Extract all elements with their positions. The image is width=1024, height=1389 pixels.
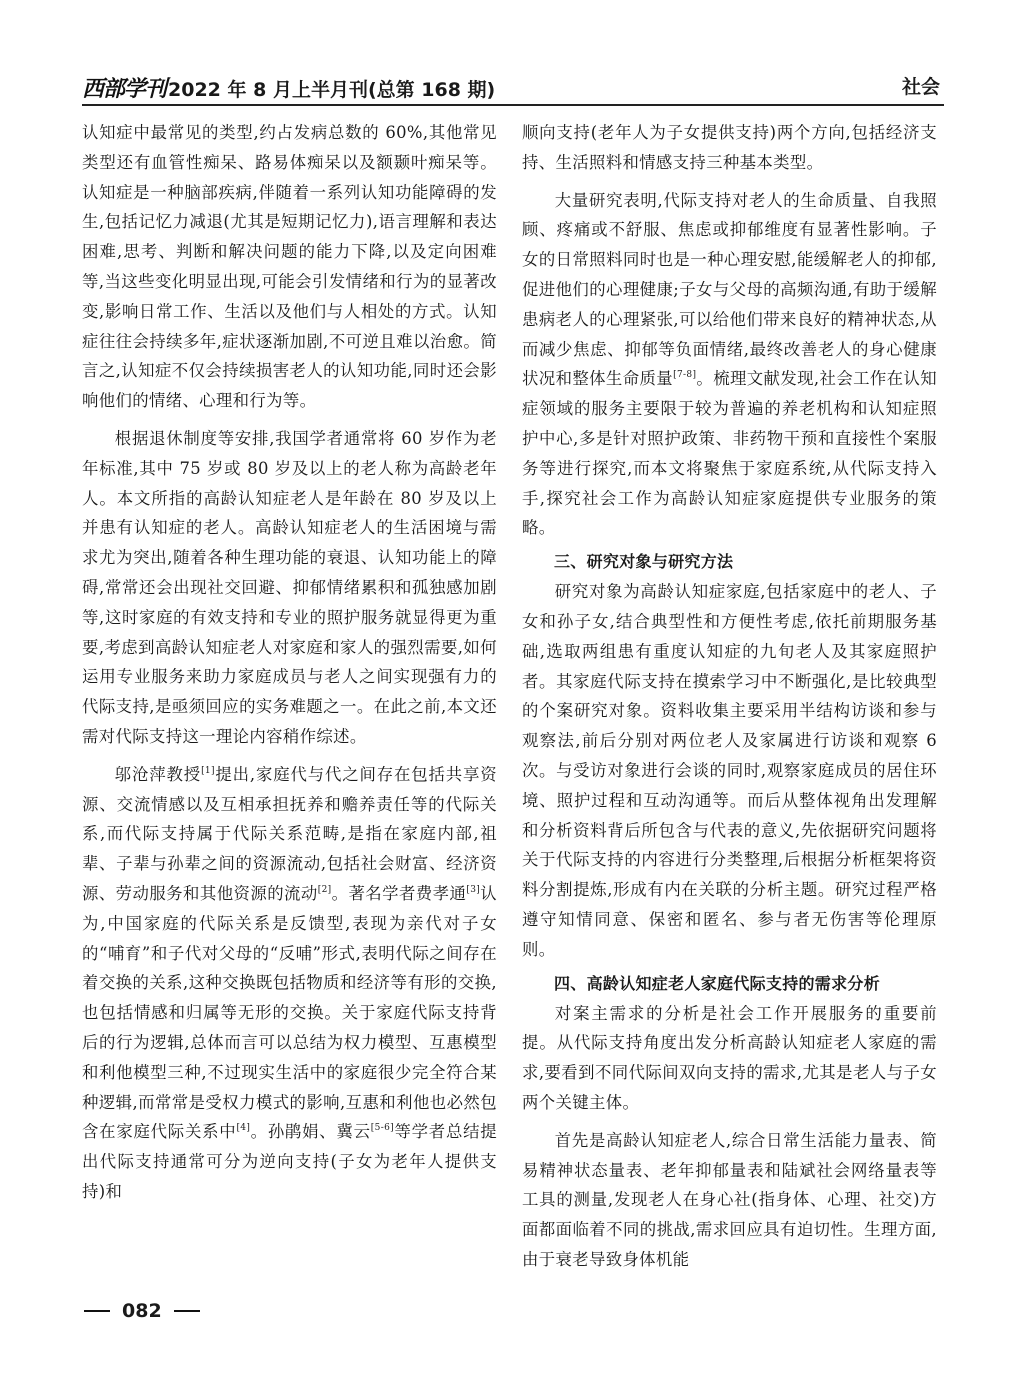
body-paragraph: 认知症中最常见的类型,约占发病总数的 60%,其他常见类型还有血管性痴呆、路易体痴呆以及额颞叶痴呆等。认知症是一种脑部疾病,伴随着一系列认知功能障碍的发生,包括记忆力减退(尤其是短期记忆力),语言理解和表达困难,思考、判断和解决问题的能力下降,以及定向困难等,当这些变化明显出现,可能会引发情绪和行为的显著改变,影响日常工作、生活以及他们与人相处的方式。认知症往往会持续多年,症状逐渐加剧,不可逆且难以治愈。简言之,认知症不仅会持续损害老人的认知功能,同时还会影响他们的情绪、心理和行为等。 (82, 123, 497, 411)
page-header (82, 68, 944, 106)
citation-ref: [2] (317, 884, 332, 895)
right-column (522, 118, 937, 1275)
journal-logo: 西部学刊 (82, 76, 167, 102)
citation-ref: [5-6] (370, 1123, 395, 1134)
page-footer (84, 1300, 200, 1322)
section-heading: 三、研究对象与研究方法 (554, 552, 734, 572)
body-paragraph: 首先是高龄认知症老人,综合日常生活能力量表、简易精神状态量表、老年抑郁量表和陆斌社会网络量表等工具的测量,发现老人在身心社(指身体、心理、社交)方面都面临着不同的挑战,需求回应具有迫切性。生理方面,由于衰老导致身体机能 (522, 1130, 937, 1269)
section-label: 社会 (901, 76, 940, 98)
page-number: 082 (122, 1300, 162, 1322)
issue-label: 2022 年 8 月上半月刊(总第 168 期) (168, 79, 496, 101)
footer-dash-left (84, 1310, 110, 1312)
body-paragraph: 邬沧萍教授[1]提出,家庭代与代之间存在包括共享资源、交流情感以及互相承担抚养和赡养责任等的代际关系,而代际支持属于代际关系范畴,是指在家庭内部,祖辈、子辈与孙辈之间的资源流动,包括社会财富、经济资源、劳动服务和其他资源的流动[2]。著名学者费孝通[3]认为,中国家庭的代际关系是反馈型,表现为亲代对子女的“哺育”和子代对父母的“反哺”形式,表明代际之间存在着交换的关系,这种交换既包括物质和经济等有形的交换,也包括情感和归属等无形的交换。关于家庭代际支持背后的行为逻辑,总体而言可以总结为权力模型、互惠模型和利他模型三种,不过现实生活中的家庭很少完全符合某种逻辑,而常常是受权力模式的影响,互惠和利他也必然包含在家庭代际关系中[4]。孙鹃娟、冀云[5-6]等学者总结提出代际支持通常可分为逆向支持(子女为老年人提供支持)和 (82, 764, 497, 1201)
section-heading: 四、高龄认知症老人家庭代际支持的需求分析 (554, 973, 881, 993)
citation-ref: [1] (201, 765, 215, 776)
footer-dash-right (174, 1310, 200, 1312)
left-column (82, 118, 497, 1207)
citation-ref: [4] (236, 1123, 251, 1134)
journal-info (82, 72, 495, 103)
body-paragraph: 研究对象为高龄认知症家庭,包括家庭中的老人、子女和孙子女,结合典型性和方便性考虑,依托前期服务基础,选取两组患有重度认知症的九旬老人及其家庭照护者。其家庭代际支持在摸索学习中不断强化,是比较典型的个案研究对象。资料收集主要采用半结构访谈和参与观察法,前后分别对两位老人及家属进行访谈和观察 6 次。与受访对象进行会谈的同时,观察家庭成员的居住环境、照护过程和互动沟通等。而后从整体视角出发理解和分析资料背后所包含与代表的意义,先依据研究问题将关于代际支持的内容进行分类整理,后根据分析框架将资料分割提炼,形成有内在关联的分析主题。研究过程严格遵守知情同意、保密和匿名、参与者无伤害等伦理原则。 (522, 582, 937, 959)
body-paragraph: 顺向支持(老年人为子女提供支持)两个方向,包括经济支持、生活照料和情感支持三种基本类型。 (522, 123, 937, 172)
body-paragraph: 大量研究表明,代际支持对老人的生命质量、自我照顾、疼痛或不舒服、焦虑或抑郁维度有显著性影响。子女的日常照料同时也是一种心理安慰,能缓解老人的抑郁,促进他们的心理健康;子女与父母的高频沟通,有助于缓解患病老人的心理紧张,可以给他们带来良好的精神状态,从而减少焦虑、抑郁等负面情绪,最终改善老人的身心健康状况和整体生命质量[7-8]。梳理文献发现,社会工作在认知症领域的服务主要限于较为普遍的养老机构和认知症照护中心,多是针对照护政策、非药物干预和直接性个案服务等进行探究,而本文将聚焦于家庭系统,从代际支持入手,探究社会工作为高龄认知症家庭提供专业服务的策略。 (522, 190, 937, 538)
citation-ref: [3] (466, 884, 481, 895)
body-paragraph: 对案主需求的分析是社会工作开展服务的重要前提。从代际支持角度出发分析高龄认知症老人家庭的需求,要看到不同代际间双向支持的需求,尤其是老人与子女两个关键主体。 (522, 1003, 937, 1112)
citation-ref: [7-8] (673, 370, 697, 381)
body-paragraph: 根据退休制度等安排,我国学者通常将 60 岁作为老年标准,其中 75 岁或 80 岁及以上的老人称为高龄老年人。本文所指的高龄认知症老人是年龄在 80 岁及以上并患有认知症的老人。高龄认知症老人的生活困境与需求尤为突出,随着各种生理功能的衰退、认知功能上的障碍,常常还会出现社交回避、抑郁情绪累积和孤独感加剧等,这时家庭的有效支持和专业的照护服务就显得更为重要,考虑到高龄认知症老人对家庭和家人的强烈需要,如何运用专业服务来助力家庭成员与老人之间实现强有力的代际支持,是亟须回应的实务难题之一。在此之前,本文还需对代际支持这一理论内容稍作综述。 (82, 428, 497, 746)
